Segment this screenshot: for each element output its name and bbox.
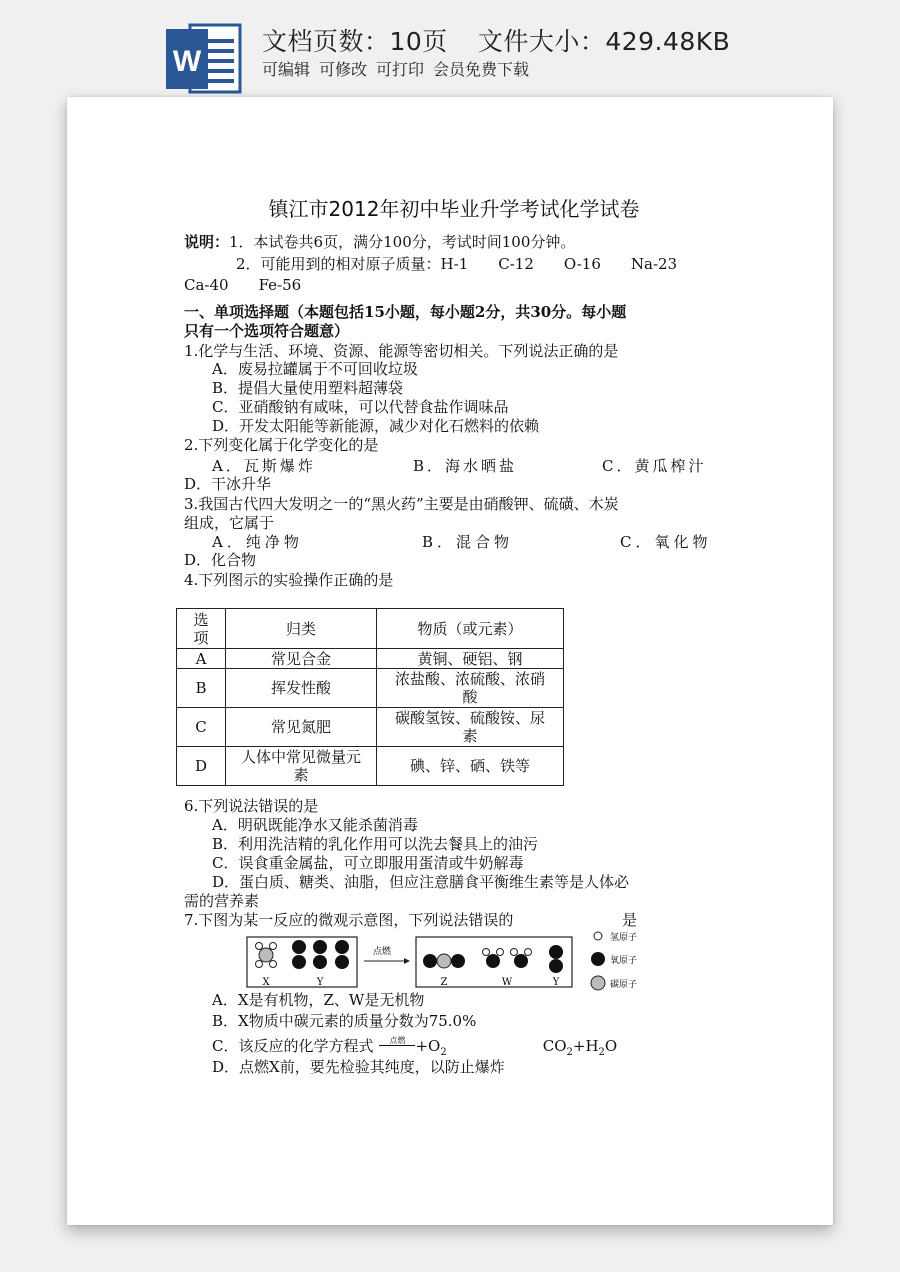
q7-option-c-lead: C．该反应的化学方程式 xyxy=(212,1037,374,1055)
hydrogen-atom-icon xyxy=(594,932,602,940)
label-w: W xyxy=(501,977,513,988)
table-cell: B xyxy=(177,669,226,708)
q1-option-a: A．废易拉罐属于不可回收垃圾 xyxy=(212,360,418,378)
molecule-y-remaining xyxy=(549,945,563,973)
table-row xyxy=(177,708,564,747)
q7-option-a: A．X是有机物，Z、W是无机物 xyxy=(212,991,425,1009)
q7-option-c-products: $CO_2+H_2O$ xyxy=(542,1037,618,1058)
table-row xyxy=(177,747,564,786)
q3-option-d: D．化合物 xyxy=(184,551,257,569)
table-cell: D xyxy=(177,747,226,786)
q1-stem: 1.化学与生活、环境、资源、能源等密切相关。下列说法正确的是 xyxy=(184,342,619,360)
molecule-w-group xyxy=(483,949,532,969)
reaction-condition: 点燃 xyxy=(379,1036,415,1046)
label-y: Y xyxy=(316,977,324,988)
q6-option-d: D．蛋白质、糖类、油脂，但应注意膳食平衡维生素等是人体必 xyxy=(212,873,630,891)
molecule-z xyxy=(423,954,465,968)
label-x: X xyxy=(262,977,270,988)
table-cell: 浓盐酸、浓硫酸、浓硝酸 xyxy=(377,669,564,708)
q7-option-d: D．点燃X前，要先检验其纯度，以防止爆炸 xyxy=(212,1058,505,1076)
feature-printable: 可打印 xyxy=(376,60,425,79)
q6-option-c: C．误食重金属盐，可立即服用蛋清或牛奶解毒 xyxy=(212,854,524,872)
legend-hydrogen: 氢原子 xyxy=(610,933,638,943)
table-cell: 人体中常见微量元素 xyxy=(226,747,377,786)
feature-modifiable: 可修改 xyxy=(319,60,368,79)
notes-line-2: 2．可能用到的相对原子质量：H-1 C-12 O-16 Na-23 xyxy=(236,255,678,273)
arrow-label: 点燃 xyxy=(372,947,392,957)
q2-option-c: C．黄瓜榨汁 xyxy=(602,457,707,475)
label-z: Z xyxy=(440,977,448,988)
q7-stem-tail: 是 xyxy=(622,911,638,929)
legend-oxygen: 氧原子 xyxy=(610,956,638,966)
table-cell: A xyxy=(177,649,226,669)
atom-legend xyxy=(590,928,670,998)
table-header-row xyxy=(177,609,564,649)
table-header-cell: 物质（或元素） xyxy=(377,609,564,649)
q7-option-c-reactant: $+O_2$ xyxy=(415,1037,447,1058)
q3-stem-line-2: 组成，它属于 xyxy=(184,514,275,532)
molecule-x xyxy=(256,943,277,968)
svg-text:W: W xyxy=(172,45,202,78)
notes-lead: 说明： xyxy=(184,233,230,251)
feature-free-download: 会员免费下载 xyxy=(433,60,530,79)
table-cell: C xyxy=(177,708,226,747)
q6-stem: 6.下列说法错误的是 xyxy=(184,797,319,815)
table-cell: 碳酸氢铵、硫酸铵、尿素 xyxy=(377,708,564,747)
word-document-icon xyxy=(164,21,244,96)
table-cell: 碘、锌、硒、铁等 xyxy=(377,747,564,786)
q2-stem: 2.下列变化属于化学变化的是 xyxy=(184,436,379,454)
q6-option-d-cont: 需的营养素 xyxy=(184,892,260,910)
table-header-cell: 选项 xyxy=(177,609,226,649)
notes-text-1: 1．本试卷共6页，满分100分，考试时间100分钟。 xyxy=(229,233,576,251)
q6-option-a: A．明矾既能净水又能杀菌消毒 xyxy=(212,816,418,834)
q3-option-b: B．混合物 xyxy=(422,533,514,551)
q4-stem: 4.下列图示的实验操作正确的是 xyxy=(184,571,394,589)
feature-editable: 可编辑 xyxy=(262,60,311,79)
carbon-atom-icon xyxy=(591,976,605,990)
table-header-cell: 归类 xyxy=(226,609,377,649)
label-y-2: Y xyxy=(552,977,560,988)
section-heading-2: 只有一个选项符合题意） xyxy=(184,322,350,340)
exam-title: 镇江市2012年初中毕业升学考试化学试卷 xyxy=(268,197,640,221)
table-cell: 常见合金 xyxy=(226,649,377,669)
oxygen-atom-icon xyxy=(591,952,605,966)
table-cell: 黄铜、硬铝、钢 xyxy=(377,649,564,669)
table-cell: 常见氮肥 xyxy=(226,708,377,747)
notes-line-3: Ca-40 Fe-56 xyxy=(184,276,302,294)
molecule-y-group xyxy=(292,940,349,969)
document-stats xyxy=(262,22,730,58)
q2-option-d: D．干冰升华 xyxy=(184,475,272,493)
feature-list xyxy=(262,57,529,80)
q2-option-a: A．瓦斯爆炸 xyxy=(212,457,316,475)
q7-stem: 7.下图为某一反应的微观示意图，下列说法错误的 xyxy=(184,911,514,929)
table-row xyxy=(177,649,564,669)
section-heading-1: 一、单项选择题（本题包括15小题，每小题2分，共30分。每小题 xyxy=(184,303,627,321)
q2-option-b: B．海水晒盐 xyxy=(413,457,518,475)
notes-line-1 xyxy=(184,233,575,252)
q6-option-b: B．利用洗洁精的乳化作用可以洗去餐具上的油污 xyxy=(212,835,539,853)
reaction-diagram xyxy=(246,934,576,990)
q1-option-b: B．提倡大量使用塑料超薄袋 xyxy=(212,379,404,397)
table-cell: 挥发性酸 xyxy=(226,669,377,708)
q7-option-b: B．X物质中碳元素的质量分数为75.0% xyxy=(212,1012,477,1030)
arrow-head-icon xyxy=(404,958,410,964)
file-size: 文件大小：429.48KB xyxy=(477,27,731,56)
q1-option-c: C．亚硝酸钠有咸味，可以代替食盐作调味品 xyxy=(212,398,509,416)
classification-table xyxy=(176,608,564,786)
q3-stem-line-1: 3.我国古代四大发明之一的“黑火药”主要是由硝酸钾、硫磺、木炭 xyxy=(184,495,619,513)
q3-option-a: A．纯净物 xyxy=(212,533,303,551)
q3-option-c: C．氧化物 xyxy=(620,533,712,551)
q1-option-d: D．开发太阳能等新能源，减少对化石燃料的依赖 xyxy=(212,417,540,435)
table-row xyxy=(177,669,564,708)
page-count: 文档页数：10页 xyxy=(262,27,448,56)
legend-carbon: 碳原子 xyxy=(610,980,638,990)
